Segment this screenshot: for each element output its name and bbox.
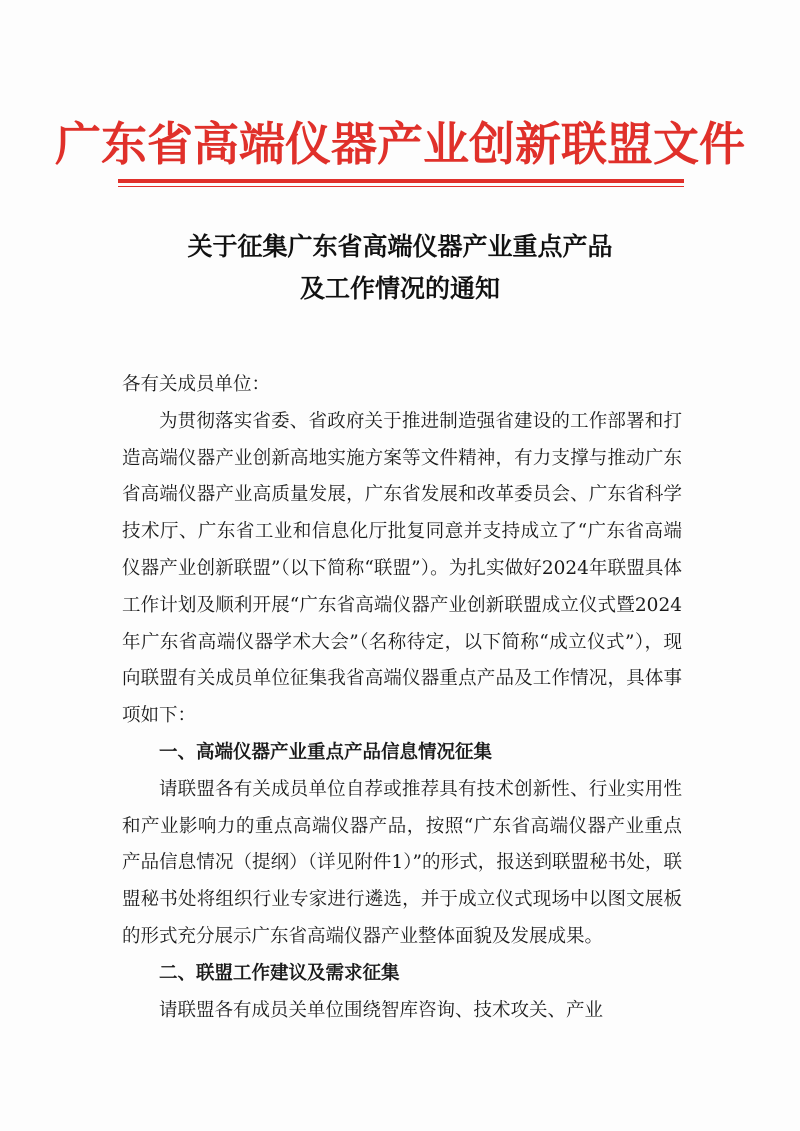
header-red-rule-thin: [118, 186, 684, 187]
salutation: 各有关成员单位：: [122, 374, 271, 395]
notice-title-line-2: 及工作情况的通知: [299, 274, 500, 303]
section-2-heading: 二、联盟工作建议及需求征集: [159, 962, 400, 984]
header-red-rule-thick: [118, 179, 684, 183]
notice-title: [0, 226, 800, 310]
org-header-title: 广东省高端仪器产业创新联盟文件: [55, 117, 745, 171]
notice-body: [122, 367, 682, 1029]
section-2-paragraph: 请联盟各有成员关单位围绕智库咨询、技术攻关、产业: [159, 999, 604, 1021]
section-1-heading: 一、高端仪器产业重点产品信息情况征集: [159, 741, 493, 763]
intro-paragraph: 为贯彻落实省委、省政府关于推进制造强省建设的工作部署和打造高端仪器产业创新高地实施方案等文件精神，有力支撑与推动广东省高端仪器产业高质量发展，广东省发展和改革委员会、广东省科学技术厅、广东省工业和信息化厅批复同意并支持成立了“广东省高端仪器产业创新联盟”（以下简称“联盟”）。为扎实做好2024年联盟具体工作计划及顺利开展“广东省高端仪器产业创新联盟成立仪式暨2024年广东省高端仪器学术大会”（名称待定，以下简称“成立仪式”），现向联盟有关成员单位征集我省高端仪器重点产品及工作情况，具体事项如下：: [122, 410, 682, 727]
section-1-paragraph: 请联盟各有关成员单位自荐或推荐具有技术创新性、行业实用性和产业影响力的重点高端仪器产品，按照“广东省高端仪器产业重点产品信息情况（提纲）（详见附件1）”的形式，报送到联盟秘书处，联盟秘书处将组织行业专家进行遴选，并于成立仪式现场中以图文展板的形式充分展示广东省高端仪器产业整体面貌及发展成果。: [122, 778, 682, 947]
notice-title-line-1: 关于征集广东省高端仪器产业重点产品: [187, 232, 613, 261]
